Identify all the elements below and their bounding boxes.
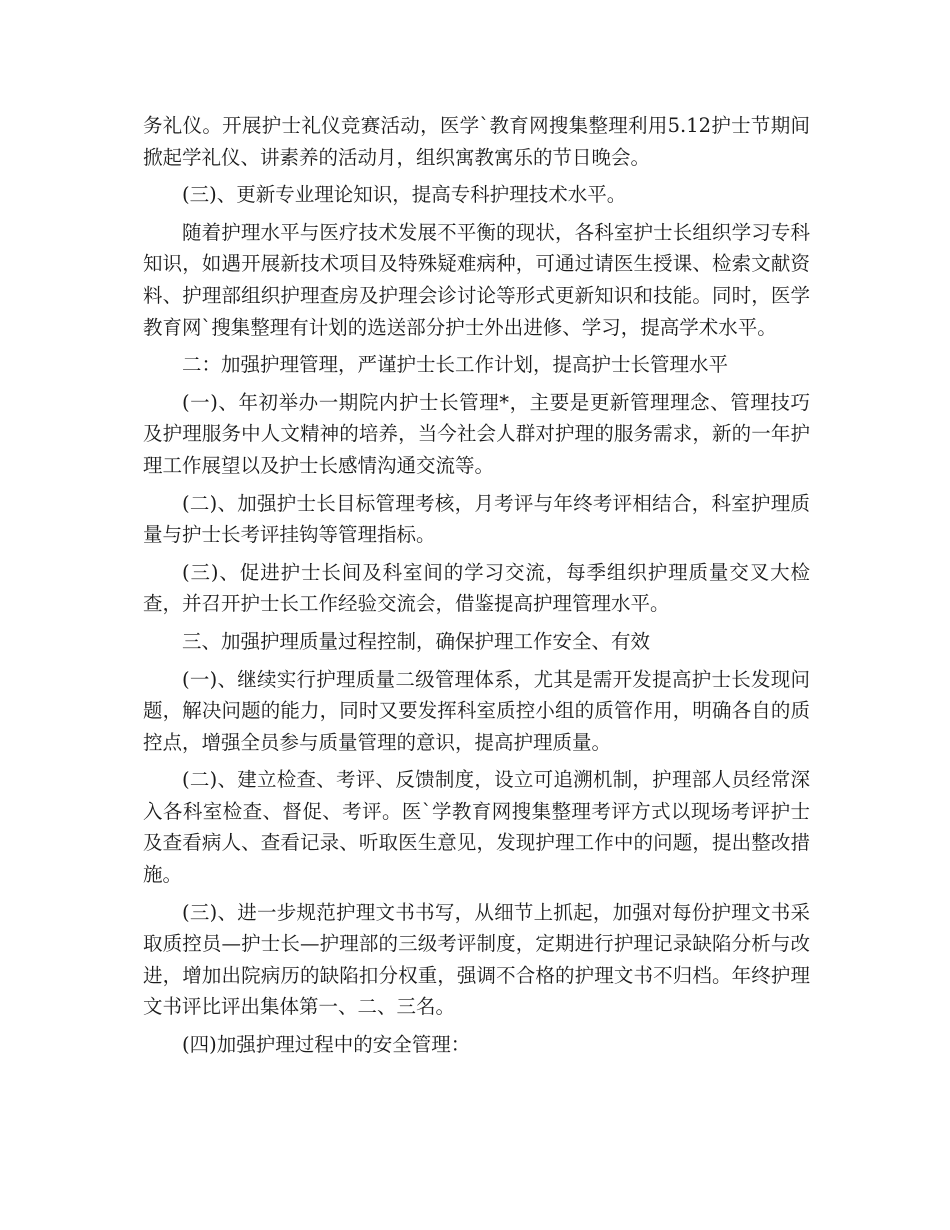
- paragraph: (二)、加强护士长目标管理考核，月考评与年终考评相结合，科室护理质量与护士长考评挂钩等管理指标。: [143, 491, 810, 547]
- paragraph: (三)、进一步规范护理文书书写，从细节上抓起，加强对每份护理文书采取质控员—护士长—护理部的三级考评制度，定期进行护理记录缺陷分析与改进，增加出院病历的缺陷扣分权重，强调不合格的护理文书不归档。年终护理文书评比评出集体第一、二、三名。: [143, 900, 810, 1019]
- section-heading: 二：加强护理管理，严谨护士长工作计划，提高护士长管理水平: [182, 353, 729, 377]
- paragraph: (一)、继续实行护理质量二级管理体系，尤其是需开发提高护士长发现问题，解决问题的能力，同时又要发挥科室质控小组的质管作用，明确各自的质控点，增强全员参与质量管理的意识，提高护理质量。: [143, 667, 810, 754]
- section-heading: 三、加强护理质量过程控制，确保护理工作安全、有效: [182, 629, 651, 653]
- paragraph: (一)、年初举办一期院内护士长管理*，主要是更新管理理念、管理技巧及护理服务中人文精神的培养，当今社会人群对护理的服务需求，新的一年护理工作展望以及护士长感情沟通交流等。: [143, 390, 810, 477]
- paragraph-subheading: (三)、更新专业理论知识，提高专科护理技术水平。: [182, 183, 627, 207]
- paragraph: (二)、建立检查、考评、反馈制度，设立可追溯机制，护理部人员经常深入各科室检查、督促、考评。医`学教育网搜集整理考评方式以现场考评护士及查看病人、查看记录、听取医生意见，发现护理工作中的问题，提出整改措施。: [143, 768, 810, 887]
- paragraph: 随着护理水平与医疗技术发展不平衡的现状，各科室护士长组织学习专科知识，如遇开展新技术项目及特殊疑难病种，可通过请医生授课、检索文献资料、护理部组织护理查房及护理会诊讨论等形式更新知识和技能。同时，医学教育网`搜集整理有计划的选送部分护士外出进修、学习，提高学术水平。: [143, 220, 810, 339]
- paragraph-subheading: (四)加强护理过程中的安全管理：: [182, 1033, 471, 1057]
- paragraph-continuation: 务礼仪。开展护士礼仪竞赛活动，医学`教育网搜集整理利用5.12护士节期间掀起学礼仪、讲素养的活动月，组织寓教寓乐的节日晚会。: [143, 114, 810, 169]
- document-body: [143, 110, 810, 1061]
- paragraph: (三)、促进护士长间及科室间的学习交流，每季组织护理质量交叉大检查，并召开护士长工作经验交流会，借鉴提高护理管理水平。: [143, 560, 810, 616]
